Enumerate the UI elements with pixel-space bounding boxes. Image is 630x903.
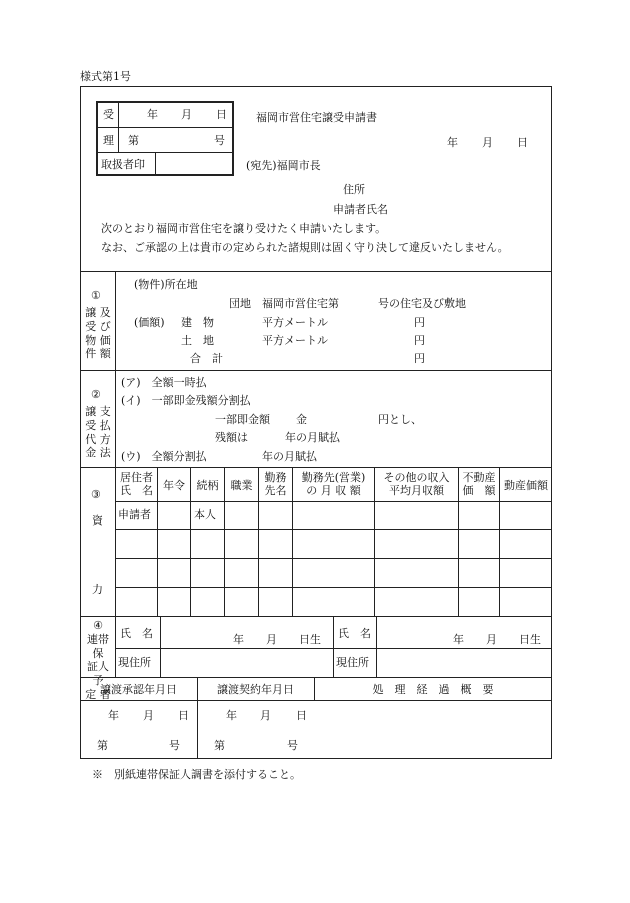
approval-date-header: 譲渡承認年月日 <box>100 683 177 696</box>
property-location-label: (物件)所在地 <box>134 278 198 291</box>
payment-option-a: (ア) 全額一時払 <box>121 376 207 389</box>
contract-day: 日 <box>296 709 307 722</box>
guarantor2-birth: 年 月 日生 <box>453 633 541 646</box>
land-yen: 円 <box>414 334 425 347</box>
application-day: 日 <box>517 136 528 149</box>
handler-seal-label: 取扱者印 <box>101 158 145 171</box>
application-month: 月 <box>482 136 493 149</box>
receipt-month: 月 <box>181 108 192 121</box>
section4-side-label: ④ 連帯保 証人予 定 者 <box>85 619 111 701</box>
approval-month: 月 <box>143 709 154 722</box>
contract-year: 年 <box>226 709 237 722</box>
monthly-installment-2: 年の月賦払 <box>262 450 317 463</box>
section2-number: ② <box>91 388 101 401</box>
receipt-number-suffix: 号 <box>214 134 225 147</box>
attachment-note: ※ 別紙連帯保証人調書を添付すること。 <box>92 768 301 781</box>
kin-label: 金 <box>296 413 307 426</box>
partial-cash-label: 一部即金額 <box>215 413 270 426</box>
col-movable-assets: 動産価額 <box>504 479 548 492</box>
land-label: 土 地 <box>181 334 214 347</box>
applicant-name-label: 申請者氏名 <box>333 203 388 216</box>
form-number: 様式第1号 <box>80 70 131 83</box>
addressee: (宛先)福岡市長 <box>246 159 321 172</box>
col-workplace: 勤務 先名 <box>264 471 287 497</box>
payment-option-i: (イ) 一部即金残額分割払 <box>121 394 251 407</box>
form-title: 福岡市営住宅譲受申請書 <box>256 111 377 124</box>
total-yen: 円 <box>414 352 425 365</box>
guarantor1-name-label: 氏 名 <box>120 627 153 640</box>
monthly-installment-1: 年の月賦払 <box>285 431 340 444</box>
row-self: 本人 <box>194 508 216 521</box>
total-label: 合 計 <box>190 352 223 365</box>
guarantor2-address-label: 現住所 <box>336 656 369 669</box>
col-monthly-income: 勤務先(営業) の 月 収 額 <box>301 471 366 497</box>
house-and-site-label: 号の住宅及び敷地 <box>378 297 466 310</box>
col-age: 年令 <box>163 479 185 492</box>
receipt-label-bottom: 理 <box>103 134 114 147</box>
contract-number-suffix: 号 <box>287 739 298 752</box>
contract-month: 月 <box>260 709 271 722</box>
row-applicant: 申請者 <box>118 508 151 521</box>
section1-side-label: 譲 及 受 び 物 価 件 額 <box>85 306 111 361</box>
col-occupation: 職業 <box>230 479 253 492</box>
col-resident-name: 居住者 氏 名 <box>120 471 153 497</box>
guarantor2-name-label: 氏 名 <box>338 627 371 640</box>
approval-day: 日 <box>178 709 189 722</box>
col-relation: 続柄 <box>196 479 219 492</box>
contract-date-header: 譲渡契約年月日 <box>217 683 294 696</box>
land-sqm: 平方メートル <box>262 334 328 347</box>
approval-number-suffix: 号 <box>169 739 180 752</box>
receipt-label-top: 受 <box>103 108 114 121</box>
building-sqm: 平方メートル <box>262 316 328 329</box>
address-label: 住所 <box>343 183 365 196</box>
statement-line-1: 次のとおり福岡市営住宅を譲り受けたく申請いたします。 <box>101 222 387 235</box>
guarantor1-address-label: 現住所 <box>118 656 151 669</box>
section3-side-top: 資 <box>92 514 103 527</box>
contract-number-prefix: 第 <box>214 739 225 752</box>
approval-number-prefix: 第 <box>97 739 108 752</box>
col-real-estate: 不動産 価 額 <box>462 471 496 497</box>
col-other-income: その他の収入 平均月収額 <box>383 471 450 497</box>
receipt-year: 年 <box>147 108 158 121</box>
section1-number: ① <box>91 289 101 302</box>
approval-year: 年 <box>108 709 119 722</box>
building-yen: 円 <box>414 316 425 329</box>
application-year: 年 <box>447 136 458 149</box>
building-label: 建 物 <box>181 316 214 329</box>
receipt-number-prefix: 第 <box>128 134 139 147</box>
statement-line-2: なお、ご承認の上は貴市の定められた諸規則は固く守り決して違反いたしません。 <box>101 241 509 254</box>
section2-side-label: 譲 支 受 払 代 方 金 法 <box>85 405 111 460</box>
price-label: (価額) <box>134 316 165 329</box>
section3-side-bottom: 力 <box>92 583 103 596</box>
danchi-label: 団地 <box>229 297 251 310</box>
process-summary-header: 処 理 経 過 概 要 <box>372 683 494 696</box>
yen-toshi-label: 円とし、 <box>378 413 422 426</box>
payment-option-u: (ウ) 全額分割払 <box>121 450 207 463</box>
remaining-label: 残額は <box>215 431 248 444</box>
fukuoka-housing-label: 福岡市営住宅第 <box>262 297 339 310</box>
section3-number: ③ <box>91 488 101 501</box>
receipt-day: 日 <box>216 108 227 121</box>
guarantor1-birth: 年 月 日生 <box>233 633 321 646</box>
